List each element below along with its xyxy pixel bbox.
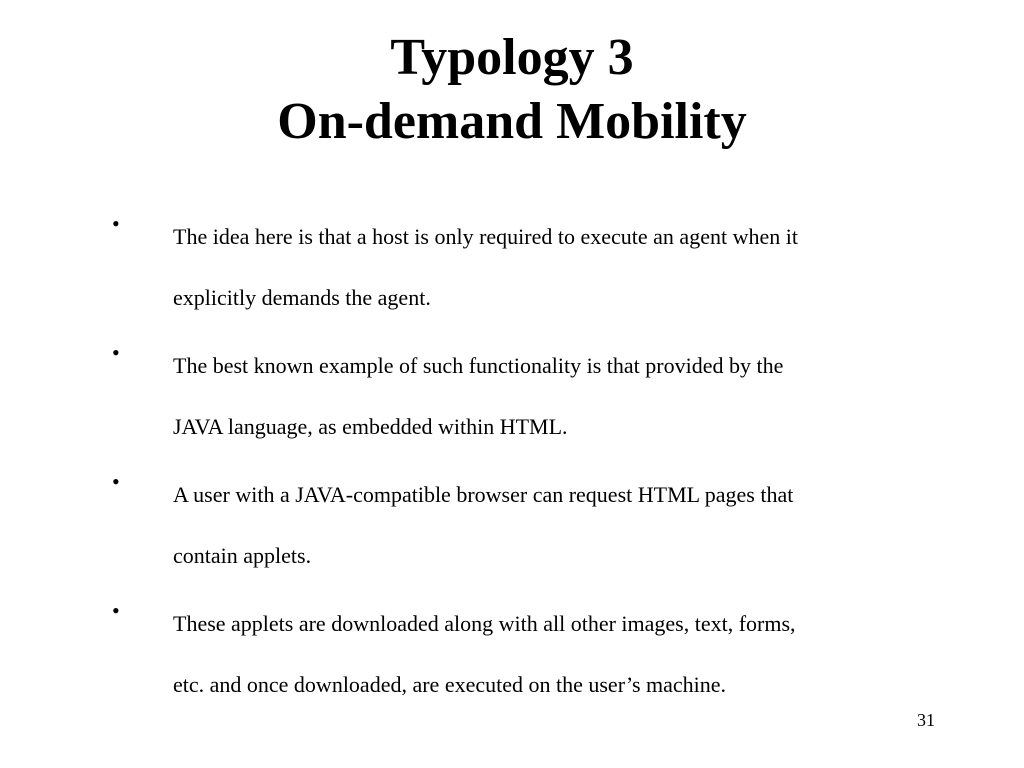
slide-number: 31 bbox=[917, 710, 935, 730]
bullet-line: etc. and once downloaded, are executed on the user’s machine. bbox=[173, 672, 727, 697]
slide-title bbox=[0, 26, 1024, 154]
bullet-list bbox=[0, 192, 1024, 708]
bullet-text bbox=[173, 206, 918, 328]
bullet-line: The idea here is that a host is only required to execute an agent when it bbox=[173, 224, 798, 249]
bullet-line: JAVA language, as embedded within HTML. bbox=[173, 414, 568, 439]
bullet-line: A user with a JAVA-compatible browser can request HTML pages that bbox=[173, 482, 794, 507]
bullet-text bbox=[173, 464, 918, 586]
bullet-item bbox=[0, 579, 1024, 708]
title-line-2: On-demand Mobility bbox=[277, 93, 747, 150]
bullet-marker: • bbox=[112, 340, 120, 365]
bullet-item bbox=[0, 192, 1024, 321]
bullet-line: The best known example of such functionality is that provided by the bbox=[173, 353, 784, 378]
bullet-line: contain applets. bbox=[173, 543, 312, 568]
bullet-text bbox=[173, 593, 918, 715]
bullet-item bbox=[0, 450, 1024, 579]
title-line-1: Typology 3 bbox=[390, 29, 634, 86]
bullet-line: These applets are downloaded along with all other images, text, forms, bbox=[173, 611, 796, 636]
bullet-item bbox=[0, 321, 1024, 450]
bullet-text bbox=[173, 335, 918, 457]
bullet-marker: • bbox=[112, 211, 120, 236]
bullet-marker: • bbox=[112, 469, 120, 494]
bullet-line: explicitly demands the agent. bbox=[173, 285, 431, 310]
bullet-marker: • bbox=[112, 598, 120, 623]
